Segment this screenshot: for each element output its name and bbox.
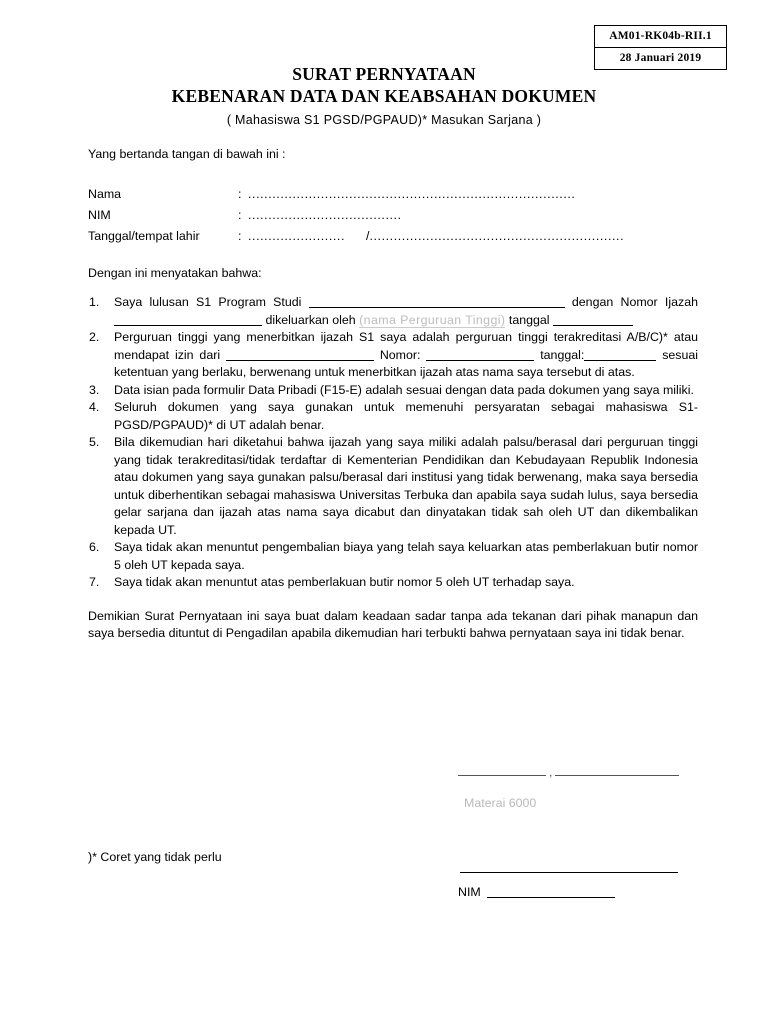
- item2-text-part2: Nomor:: [379, 347, 421, 362]
- label-tanggal-tempat-lahir: Tanggal/tempat lahir: [88, 228, 200, 243]
- input-nama[interactable]: .................................................................................: [248, 186, 576, 201]
- document-subtitle: ( Mahasiswa S1 PGSD/PGPAUD)* Masukan Sarjana ): [226, 113, 542, 127]
- list-item-3: Data isian pada formulir Data Pribadi (F15-E) adalah sesuai dengan data pada dokumen yang saya miliki.: [114, 382, 694, 397]
- label-nim: NIM: [88, 207, 111, 222]
- signature-nim-row: [458, 885, 615, 899]
- item2-blank-nomor[interactable]: [426, 348, 534, 361]
- item2-text-part3: tanggal:: [540, 347, 585, 362]
- footnote-coret: )* Coret yang tidak perlu: [88, 850, 222, 864]
- item2-blank-tanggal[interactable]: [584, 348, 656, 361]
- item1-ghost-perguruan-tinggi[interactable]: (nama Perguruan Tinggi): [359, 312, 506, 327]
- item1-text-part4: dikeluarkan oleh: [265, 312, 356, 327]
- closing-paragraph: Demikian Surat Pernyataan ini saya buat dalam keadaan sadar tanpa ada tekanan dari pihak manapun dan saya bersedia dituntut di Pengadilan apabila dikemudian hari terbukti bahwa pernyataan saya ini tidak benar.: [88, 608, 698, 640]
- date-blank[interactable]: [555, 765, 679, 776]
- item2-text-part4: sesuai ketentuan yang berlaku, berwenang untuk menerbitkan ijazah atas nama saya tersebut di atas.: [114, 347, 699, 379]
- item2-blank-izin-dari[interactable]: [226, 348, 374, 361]
- document-title-line-2: KEBENARAN DATA DAN KEABSAHAN DOKUMEN: [171, 86, 597, 106]
- input-tempat-lahir[interactable]: ...............................................................: [369, 228, 625, 243]
- declaration-intro: Dengan ini menyatakan bahwa:: [88, 265, 262, 280]
- label-nama: Nama: [88, 186, 122, 201]
- signature-nim-label: NIM: [458, 885, 481, 899]
- item1-text-part3: Nomor Ijazah: [620, 295, 698, 309]
- identity-row-nama: [88, 184, 698, 205]
- list-item-6: Saya tidak akan menuntut pengembalian biaya yang telah saya keluarkan atas pemberlakuan butir nomor 5 oleh UT kepada saya.: [114, 540, 698, 572]
- slash-separator: /: [366, 228, 370, 243]
- materai-placeholder: Materai 6000: [464, 796, 537, 810]
- item1-blank-nomor-ijazah[interactable]: [114, 313, 262, 326]
- input-nim[interactable]: ......................................: [248, 207, 402, 222]
- item1-text-part2: dengan: [571, 295, 614, 309]
- list-item-7: Saya tidak akan menuntut atas pemberlakuan butir nomor 5 oleh UT terhadap saya.: [114, 575, 575, 589]
- item1-text-part1: Saya lulusan S1 Program Studi: [114, 295, 302, 309]
- identity-row-nim: [88, 205, 698, 226]
- opening-text: Yang bertanda tangan di bawah ini :: [88, 147, 286, 161]
- identity-fields: [88, 184, 698, 247]
- list-item-4: Seluruh dokumen yang saya gunakan untuk memenuhi persyaratan sebagai mahasiswa S1-PGSD/PGPAUD)* di UT adalah benar.: [114, 400, 698, 432]
- document-body: [88, 146, 698, 643]
- place-blank[interactable]: [458, 765, 546, 776]
- item1-text-part5: tanggal: [508, 312, 550, 327]
- colon-tanggal-tempat-lahir: :: [238, 228, 242, 243]
- form-code-value: AM01-RK04b-RII.1: [595, 26, 726, 48]
- colon-nama: :: [238, 186, 242, 201]
- identity-row-tanggal-tempat-lahir: [88, 226, 698, 247]
- place-date-comma: ,: [549, 765, 553, 779]
- list-item-1: [88, 294, 698, 329]
- form-date-value: 28 Januari 2019: [619, 52, 702, 64]
- item2-text-part1: Perguruan tinggi yang menerbitkan ijazah S1 saya adalah perguruan tinggi terakreditasi A/B/C)* atau mendapat izin dari: [114, 330, 698, 362]
- document-title-block: [0, 63, 768, 130]
- input-tanggal-lahir[interactable]: ........................: [248, 228, 346, 243]
- list-item-5: Bila dikemudian hari diketahui bahwa ijazah yang saya miliki adalah palsu/berasal dari perguruan tinggi yang tidak terakreditasi/tidak terdaftar di Kementerian Pendidikan dan Kebudayaan Republik Indonesia atau dokumen yang saya gunakan palsu/berasal dari institusi yang tidak berwenang, maka saya bersedia untuk diberhentikan sebagai mahasiswa Universitas Terbuka dan apabila saya sudah lulus, saya bersedia gelar sarjana dan ijazah atas nama saya dicabut dan dinyatakan tidak sah oleh UT dan dikembalikan kepada UT.: [114, 435, 698, 537]
- colon-nim: :: [238, 207, 242, 222]
- place-date-line: [458, 765, 718, 779]
- signature-nim-blank[interactable]: [487, 886, 615, 898]
- list-item-2: [88, 329, 698, 382]
- document-title-line-1: SURAT PERNYATAAN: [292, 64, 476, 84]
- item1-blank-tanggal[interactable]: [553, 313, 633, 326]
- signature-name-blank[interactable]: [460, 872, 678, 873]
- item1-blank-program-studi[interactable]: [309, 295, 565, 308]
- declaration-list: [88, 294, 698, 592]
